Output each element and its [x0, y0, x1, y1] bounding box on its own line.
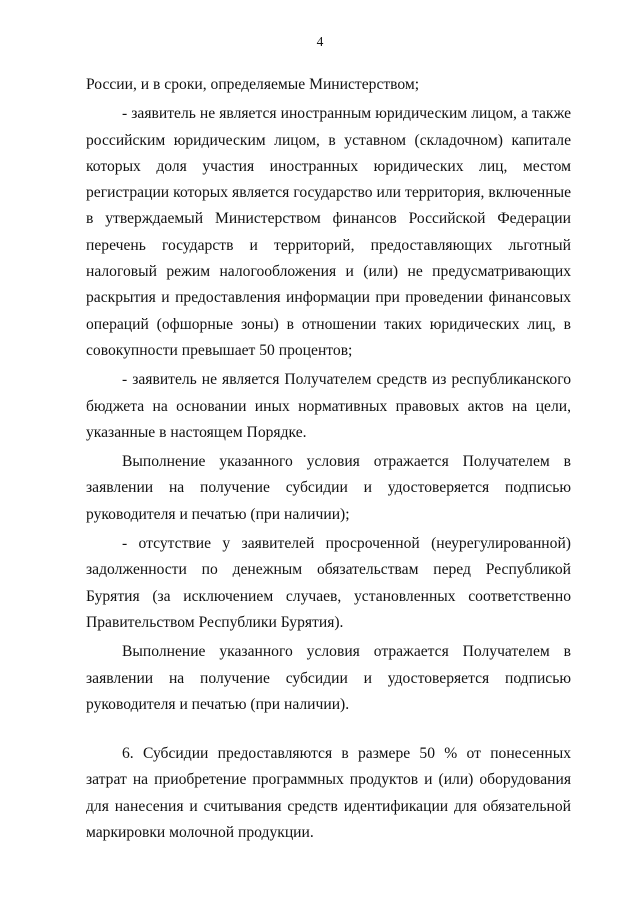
- document-body: [86, 72, 571, 846]
- paragraph-continuation: России, и в сроки, определяемые Министерством;: [86, 76, 420, 93]
- paragraph-condition-foreign-entity: - заявитель не является иностранным юридическим лицом, а также российским юридическим лицом, в уставном (складочном) капитале которых доля участия иностранных юридических лиц, местом регистрации которых является государство или территория, включенные в утверждаемый Министерством финансов Российской Федерации перечень государств и территорий, предоставляющих льготный налоговый режим налогообложения и (или) не предусматривающих раскрытия и предоставления информации при проведении финансовых операций (офшорные зоны) в отношении таких юридических лиц, в совокупности превышает 50 процентов;: [86, 105, 571, 359]
- paragraph-condition-budget-recipient: - заявитель не является Получателем средств из республиканского бюджета на основании иных нормативных правовых актов на цели, указанные в настоящем Порядке.: [86, 371, 571, 441]
- paragraph-condition-confirmation-2: Выполнение указанного условия отражается Получателем в заявлении на получение субсидии и удостоверяется подписью руководителя и печатью (при наличии).: [86, 643, 571, 713]
- paragraph-condition-confirmation-1: Выполнение указанного условия отражается Получателем в заявлении на получение субсидии и удостоверяется подписью руководителя и печатью (при наличии);: [86, 453, 571, 523]
- page-number: 4: [316, 34, 324, 49]
- paragraph-item-6-subsidy-size: 6. Субсидии предоставляются в размере 50 % от понесенных затрат на приобретение программных продуктов и (или) оборудования для нанесения и считывания средств идентификации для обязательной маркировки молочной продукции.: [86, 745, 571, 842]
- paragraph-condition-debt: - отсутствие у заявителей просроченной (неурегулированной) задолженности по денежным обязательствам перед Республикой Бурятия (за исключением случаев, установленных соответственно Правительством Республики Бурятия).: [86, 535, 571, 631]
